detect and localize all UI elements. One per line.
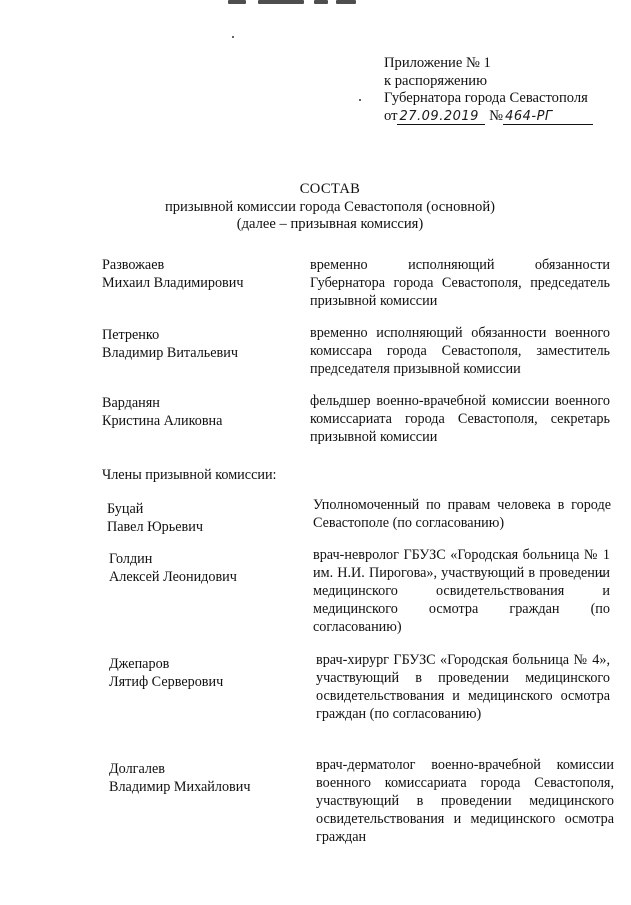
title-abbreviation: (далее – призывная комиссия) [236,216,424,232]
order-date-number [384,108,624,126]
member-surname: Варданян [102,395,160,411]
member-given-names: Владимир Витальевич [102,345,238,361]
member-surname: Джепаров [109,656,170,672]
member-surname: Буцай [107,501,144,517]
member-name [109,550,237,586]
member-name [102,326,238,362]
document-title [130,181,530,234]
member-surname: Петренко [102,327,160,343]
member-role: фельдшер военно-врачебной комиссии военного комиссариата города Севастополя, секретарь призывной комиссии [310,393,610,445]
appendix-block [384,55,624,125]
member-role: врач-невролог ГБУЗС «Городская больница № 1 им. Н.И. Пирогова», участвующий в проведении медицинского освидетельствования и медицинского осмотра граждан (по согласованию) [313,547,610,635]
scan-smudge [228,0,358,6]
member-given-names: Кристина Аликовна [102,413,223,429]
member-name [109,760,250,796]
from-prefix: от [384,107,398,124]
member-given-names: Михаил Владимирович [102,275,244,291]
member-role: врач-хирург ГБУЗС «Городская больница № 4», участвующий в проведении медицинского освидетельствования и медицинского осмотра граждан (по согласованию) [316,652,610,722]
scan-speck [359,99,361,101]
member-name [102,394,222,430]
number-prefix: № [489,107,504,124]
member-role: временно исполняющий обязанности Губернатора города Севастополя, председатель призывной комиссии [310,257,610,309]
member-surname: Долгалев [109,761,165,777]
appendix-order-ref: к распоряжению [384,72,487,89]
member-given-names: Лятиф Серверович [109,674,224,690]
member-surname: Голдин [109,551,153,567]
appendix-issuer: Губернатора города Севастополя [384,90,588,106]
member-name [109,655,223,691]
order-date-handwritten: 27.09.2019 [397,109,485,125]
member-given-names: Владимир Михайлович [109,779,251,795]
title-subheading: призывной комиссии города Севастополя (основной) [164,198,496,215]
appendix-number: Приложение № 1 [384,55,491,71]
member-given-names: Павел Юрьевич [107,519,203,535]
title-heading: СОСТАВ [299,181,361,197]
scan-speck [232,36,234,38]
committee-members-heading: Члены призывной комиссии: [102,467,277,483]
member-role: временно исполняющий обязанности военного комиссара города Севастополя, заместитель председателя призывной комиссии [310,325,610,377]
member-role: Уполномоченный по правам человека в городе Севастополе (по согласованию) [313,497,611,531]
member-name [107,500,203,536]
member-name [102,256,243,292]
order-number-handwritten: 464-РГ [503,109,593,125]
member-surname: Развожаев [102,257,165,273]
member-role: врач-дерматолог военно-врачебной комиссии военного комиссариата города Севастополя, участвующий в проведении медицинского освидетельствования и медицинского осмотра граждан [316,757,614,845]
member-given-names: Алексей Леонидович [109,569,237,585]
